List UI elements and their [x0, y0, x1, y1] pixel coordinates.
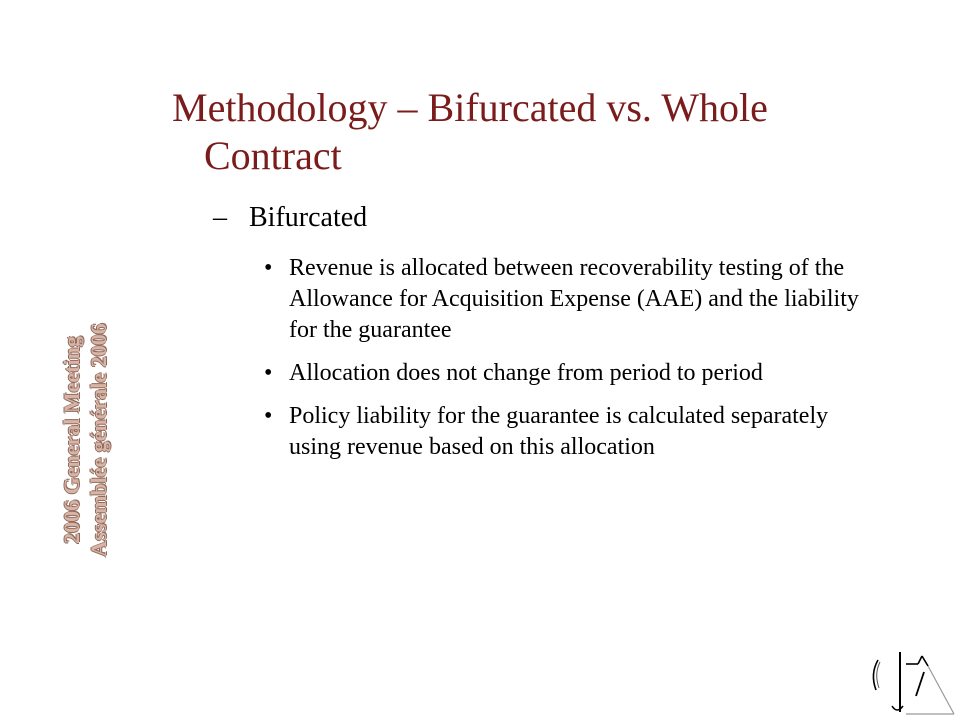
bullet-text: Allocation does not change from period to period — [289, 360, 763, 386]
list-item — [264, 253, 864, 346]
list-item — [264, 401, 864, 463]
side-label — [58, 323, 112, 556]
bullet-icon: • — [264, 360, 273, 386]
bullet-icon: • — [264, 403, 273, 429]
bullet-icon: • — [264, 255, 273, 281]
slide-title: Methodology – Bifurcated vs. Whole Contract — [172, 85, 768, 178]
list-item — [264, 358, 864, 389]
section-label: Bifurcated — [249, 202, 368, 233]
bullet-list — [264, 253, 864, 475]
side-label-english: 2006 General Meeting — [59, 336, 84, 544]
side-label-french: Assemblée générale 2006 — [86, 323, 111, 557]
cia-logo-icon — [866, 644, 956, 716]
bullet-text: Revenue is allocated between recoverability testing of the Allowance for Acquisition Expense (AAE) and the liability for the guarantee — [289, 255, 859, 343]
section-dash: – — [213, 202, 227, 233]
section-heading — [213, 201, 367, 235]
bullet-text: Policy liability for the guarantee is calculated separately using revenue based on this allocation — [289, 403, 829, 460]
